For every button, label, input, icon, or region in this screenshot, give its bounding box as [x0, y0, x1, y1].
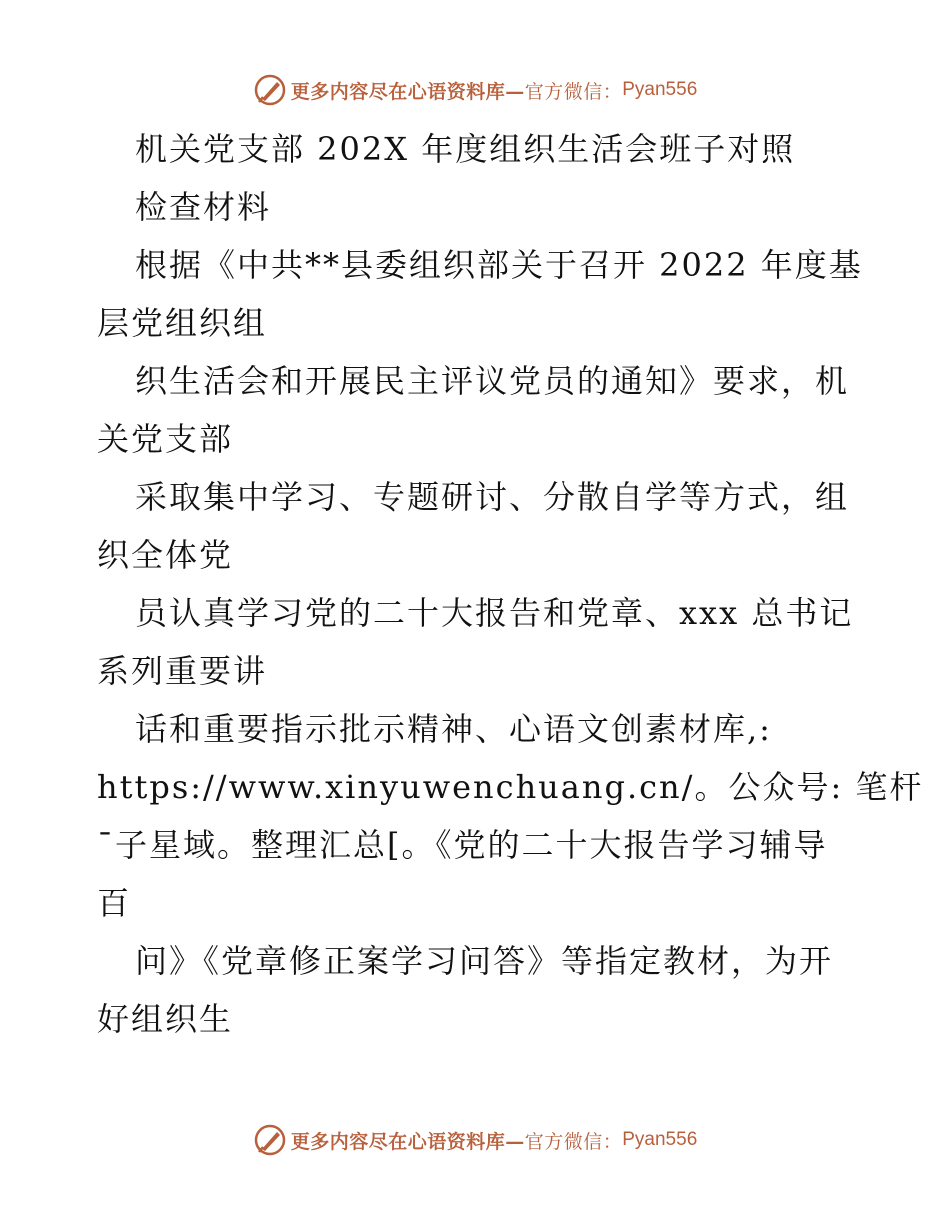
document-title-line-1: 机关党支部 202X 年度组织生活会班子对照	[135, 130, 796, 168]
paragraph-line: 百	[97, 884, 132, 922]
banner-wechat-label: 官方微信：	[524, 1130, 623, 1153]
banner-text: 更多内容尽在心语资料库—	[290, 1130, 525, 1153]
paragraph-line: 织全体党	[97, 536, 234, 574]
paragraph-line: 关党支部	[97, 420, 234, 458]
paragraph-line: 问》《党章修正案学习问答》等指定教材，为开	[135, 942, 834, 980]
footer-watermark-banner	[0, 1120, 950, 1160]
header-watermark-banner	[0, 70, 950, 110]
paragraph-line: 话和重要指示批示精神、心语文创素材库,:	[135, 710, 772, 748]
paragraph-line: 织生活会和开展民主评议党员的通知》要求，机	[135, 362, 850, 400]
paragraph-line: https://www.xinyuwenchuang.cn/。公众号: 笔杆	[97, 768, 924, 806]
document-title-line-2: 检查材料	[135, 188, 272, 226]
paragraph-line: 员认真学习党的二十大报告和党章、xxx 总书记	[135, 594, 854, 632]
banner-wechat-id: Pyan556	[622, 79, 698, 100]
paragraph-line: ¯子星域。整理汇总[。《党的二十大报告学习辅导	[97, 826, 828, 864]
banner-text: 更多内容尽在心语资料库—	[290, 80, 525, 103]
paragraph-line: 根据《中共**县委组织部关于召开 2022 年度基	[135, 246, 863, 284]
paragraph-line: 好组织生	[97, 1000, 234, 1038]
document-body	[97, 120, 924, 1048]
paragraph-line: 层党组织组	[97, 304, 268, 342]
banner-wechat-label: 官方微信：	[524, 80, 623, 103]
banner-wechat-id: Pyan556	[622, 1129, 698, 1150]
paragraph-line: 采取集中学习、专题研讨、分散自学等方式，组	[135, 478, 850, 516]
quill-pen-logo-icon	[253, 73, 287, 107]
quill-pen-logo-icon	[253, 1123, 287, 1157]
paragraph-line: 系列重要讲	[97, 652, 268, 690]
